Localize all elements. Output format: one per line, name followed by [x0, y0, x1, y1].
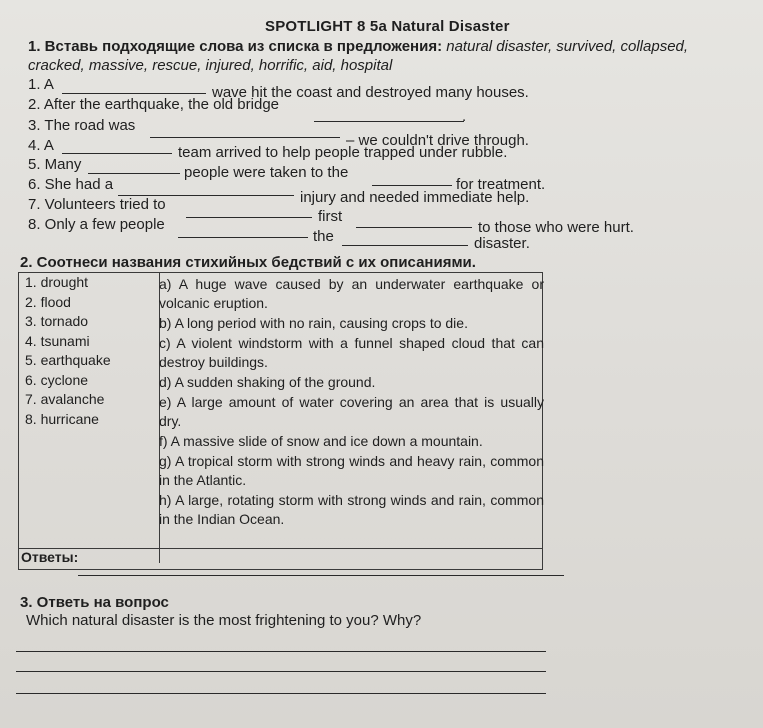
sentence-2-start: 2. After the earthquake, the old bridge [28, 96, 280, 113]
sentence-7-end: to those who were hurt. [478, 219, 634, 236]
sentence-5-middle: people were taken to the [184, 164, 349, 181]
disaster-item: 1. drought [25, 274, 89, 290]
page-title: SPOTLIGHT 8 5a Natural Disaster [265, 18, 510, 35]
answers-row [19, 548, 542, 569]
sentence-5-blank-2[interactable] [372, 184, 452, 186]
disaster-item: 5. earthquake [25, 352, 111, 368]
matching-table [18, 272, 543, 570]
sentence-5-end: for treatment. [456, 176, 546, 193]
sentence-7-blank-1[interactable] [186, 216, 312, 218]
answers-line[interactable] [78, 574, 564, 576]
task1-title: 1. Вставь подходящие слова из списка в предложения: natural disaster, survived, collapsed, [28, 38, 689, 55]
disaster-item: 7. avalanche [25, 391, 105, 407]
disaster-item: 4. tsunami [25, 332, 90, 349]
description-item: h) A large, rotating storm with strong winds and rain, common in the Indian Ocean. [159, 492, 544, 527]
sentence-2-end: . [462, 108, 467, 125]
task3-question: Which natural disaster is the most frightening to you? Why? [26, 612, 422, 629]
sentence-7-start: 7. Volunteers tried to [28, 196, 166, 213]
sentence-3-end: – we couldn't drive through. [346, 132, 529, 149]
answer-line-2[interactable] [16, 670, 546, 672]
sentence-8-start: 8. Only a few people [28, 216, 165, 233]
task3-title: 3. Ответь на вопрос [20, 594, 169, 611]
word-list-part-a: natural disaster, survived, collapsed, [446, 38, 689, 55]
sentence-3-start: 3. The road was [28, 117, 136, 134]
description-item: g) A tropical storm with strong winds and heavy rain, common in the Atlantic. [159, 453, 544, 488]
sentence-8-blank-2[interactable] [342, 244, 468, 246]
disaster-item: 8. hurricane [25, 410, 99, 427]
answers-label: Ответы: [21, 549, 79, 565]
description-item: e) A large amount of water covering an area that is usually dry. [159, 394, 544, 429]
description-item: f) A massive slide of snow and ice down a mountain. [159, 433, 483, 449]
sentence-1-end: wave hit the coast and destroyed many houses. [212, 84, 529, 101]
sentence-1-blank[interactable] [62, 92, 206, 94]
description-column [155, 275, 544, 530]
disaster-column [19, 273, 160, 563]
disaster-item: 3. tornado [25, 313, 89, 329]
sentence-8-middle: the [313, 228, 334, 245]
description-item: a) A huge wave caused by an underwater earthquake or volcanic eruption. [159, 276, 544, 311]
sentence-8-end: disaster. [474, 235, 530, 252]
answer-line-3[interactable] [16, 692, 546, 694]
sentence-1-start: 1. A [28, 76, 54, 93]
sentence-5-start: 5. Many [28, 156, 82, 173]
description-item: d) A sudden shaking of the ground. [159, 374, 376, 390]
task2-title: 2. Соотнеси названия стихийных бедствий с их описаниями. [20, 254, 476, 271]
sentence-4-end: team arrived to help people trapped under rubble. [178, 144, 508, 161]
description-item: c) A violent windstorm with a funnel shaped cloud that can destroy buildings. [159, 335, 544, 370]
sentence-8-blank-1[interactable] [178, 236, 308, 238]
disaster-item: 6. cyclone [25, 371, 89, 388]
sentence-2-blank[interactable] [314, 120, 464, 122]
disaster-item: 2. flood [25, 293, 71, 310]
description-item: b) A long period with no rain, causing crops to die. [159, 315, 468, 331]
answer-line-1[interactable] [16, 650, 546, 652]
word-list-part-b: cracked, massive, rescue, injured, horrific, aid, hospital [28, 57, 393, 74]
sentence-4-start: 4. A [28, 137, 54, 154]
sentence-7-blank-2[interactable] [356, 226, 472, 228]
sentence-4-blank[interactable] [62, 152, 172, 154]
sentence-7-middle: first [318, 208, 343, 225]
sentence-6-start: 6. She had a [28, 176, 114, 193]
sentence-3-blank[interactable] [150, 136, 340, 138]
sentence-6-end: injury and needed immediate help. [300, 189, 530, 206]
sentence-5-blank-1[interactable] [88, 172, 180, 174]
